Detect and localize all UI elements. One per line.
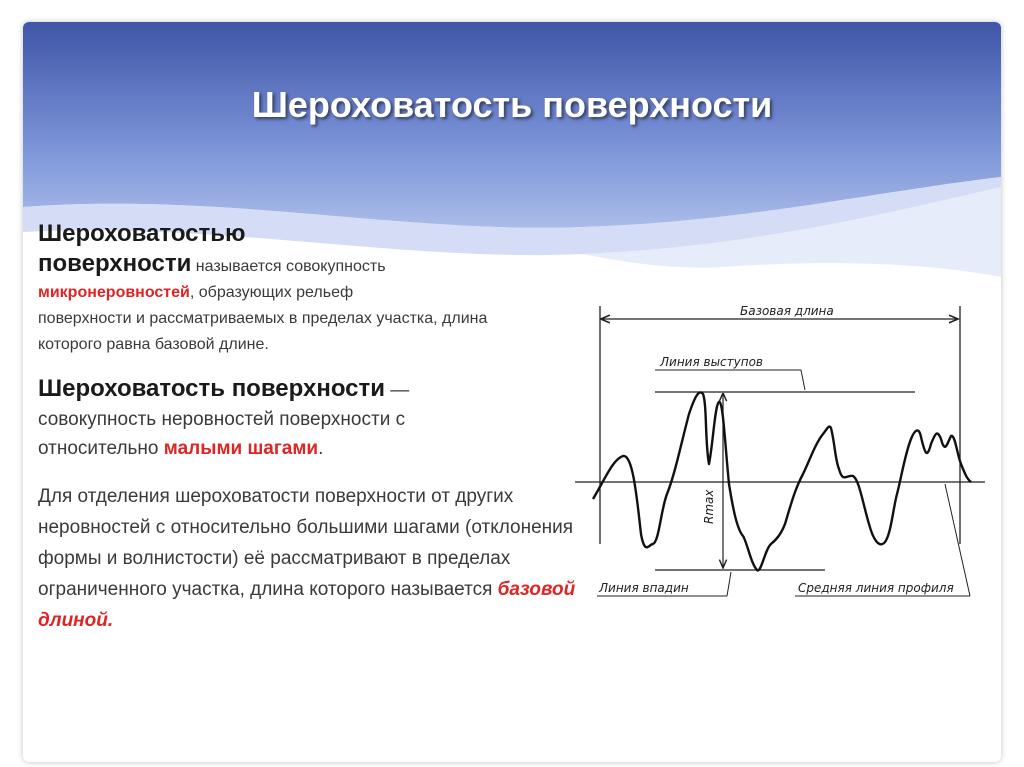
paragraph3-text: Для отделения шероховатости поверхности от других неровностей с относительно большими шагами (отклонения формы и волнистости) её рассматривают в пределах ограниченного участка, длина которого называется	[38, 486, 574, 600]
paragraph3	[38, 481, 578, 636]
rmax-label: Rmax	[702, 489, 716, 524]
definition2-text-b: относительно	[38, 438, 164, 459]
definition2-text-c: .	[318, 438, 324, 459]
valleys-line-label: Линия впадин	[599, 581, 689, 595]
roughness-profile-diagram	[575, 294, 995, 604]
definition2-highlight: малыми шагами	[163, 438, 319, 459]
valleys-label-leader	[727, 572, 731, 596]
paragraph3-highlight: базовой длиной.	[38, 579, 576, 631]
definition1-line3: поверхности и рассматриваемых в пределах участка, длина	[38, 310, 488, 327]
definition1-paragraph	[38, 251, 578, 358]
slide	[23, 22, 1001, 762]
definition2-term: Шероховатость поверхности	[38, 375, 386, 402]
definition2-text-a: совокупность неровностей поверхности с	[38, 409, 406, 430]
definition1-line4: которого равна базовой длине.	[38, 336, 269, 353]
definition1-text-b: , образующих рельеф	[189, 284, 354, 301]
definition1-term-line2: поверхности	[38, 250, 192, 277]
definition1-text-a: называется совокупность	[191, 258, 386, 275]
mean-label-leader	[945, 484, 970, 596]
definition1-highlight: микронеровностей	[38, 284, 190, 301]
definition1-term-line1: Шероховатостью	[38, 220, 246, 247]
mean-line-label: Средняя линия профиля	[798, 581, 954, 595]
definition2-dash: —	[385, 380, 410, 401]
peaks-label-leader	[801, 370, 805, 390]
base-length-label: Базовая длина	[740, 304, 834, 318]
definition2-paragraph	[38, 374, 578, 463]
peaks-line-label: Линия выступов	[660, 355, 763, 369]
slide-title: Шероховатость поверхности	[251, 84, 773, 125]
text-column	[38, 217, 578, 636]
